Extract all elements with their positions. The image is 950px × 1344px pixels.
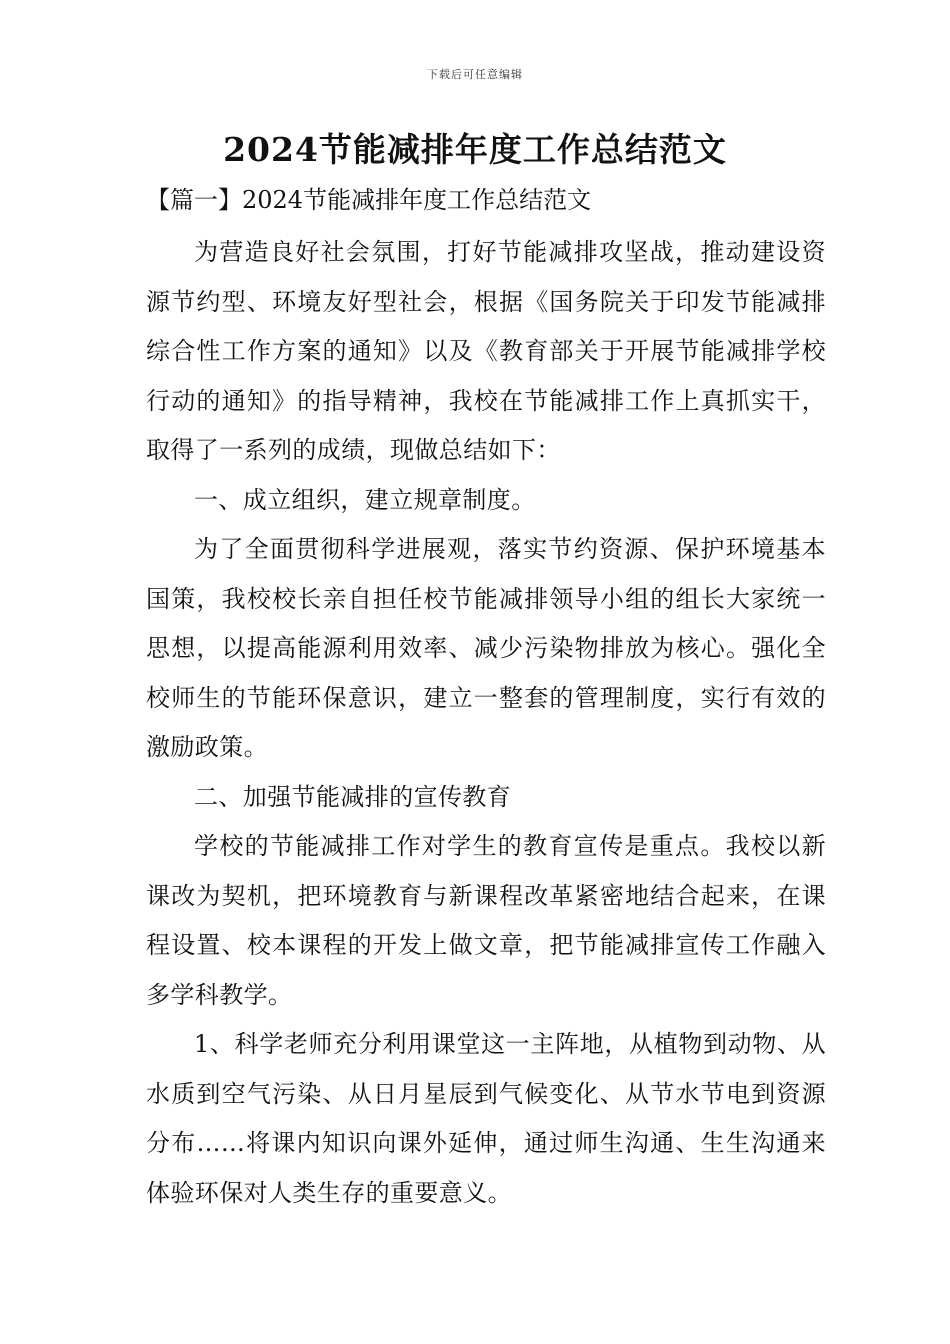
document-title: 2024节能减排年度工作总结范文 <box>223 130 727 169</box>
paragraph-intro: 为营造良好社会氛围，打好节能减排攻坚战，推动建设资源节约型、环境友好型社会，根据《国务院关于印发节能减排综合性工作方案的通知》以及《教育部关于开展节能减排学校行动的通知》的指导精神，我校在节能减排工作上真抓实干，取得了一系列的成绩，现做总结如下： <box>146 238 826 464</box>
section-heading-2: 二、加强节能减排的宣传教育 <box>194 782 512 811</box>
document-body <box>146 228 826 1218</box>
section-heading-1: 一、成立组织，建立规章制度。 <box>194 485 536 514</box>
paragraph-item-1: 1、科学老师充分利用课堂这一主阵地，从植物到动物、从水质到空气污染、从日月星辰到气候变化、从节水节电到资源分布……将课内知识向课外延伸，通过师生沟通、生生沟通来体验环保对人类生存的重要意义。 <box>146 1030 826 1207</box>
paragraph-section-2: 学校的节能减排工作对学生的教育宣传是重点。我校以新课改为契机，把环境教育与新课程改革紧密地结合起来，在课程设置、校本课程的开发上做文章，把节能减排宣传工作融入多学科教学。 <box>146 832 826 1009</box>
header-note: 下载后可任意编辑 <box>427 68 523 81</box>
document-subtitle: 【篇一】2024节能减排年度工作总结范文 <box>146 186 592 214</box>
paragraph-section-1: 为了全面贯彻科学进展观，落实节约资源、保护环境基本国策，我校校长亲自担任校节能减排领导小组的组长大家统一思想，以提高能源利用效率、减少污染物排放为核心。强化全校师生的节能环保意识，建立一整套的管理制度，实行有效的激励政策。 <box>146 535 826 761</box>
